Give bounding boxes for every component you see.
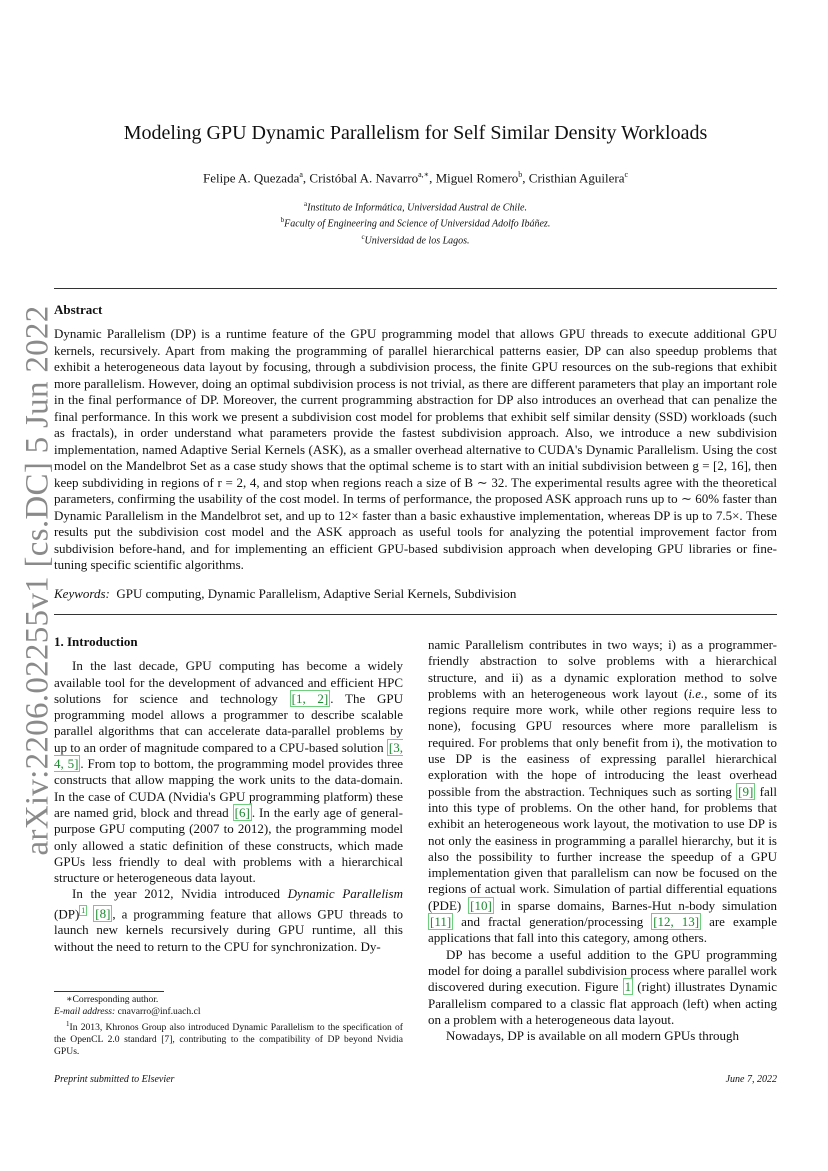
paragraph: In the year 2012, Nvidia introduced Dynamic Parallelism (DP) $^1$ [8] , a programming feature that allows GPU threads to launch new kernels recursively during GPU runtime, all this without the need to return to the CPU for synchronization. Dy- [54,886,403,954]
keywords: Keywords: GPU computing, Dynamic Parallelism, Adaptive Serial Kernels, Subdivision [54,586,517,601]
column-left [54,634,403,955]
affiliation: $^a$Instituto de Informática, Universidad Austral de Chile. [304,200,527,214]
footnote: ∗Corresponding author. [66,994,159,1005]
paragraph: DP has become a useful addition to the GPU programming model for doing a parallel subdivision process where parallel work discovered during execution. Figure 1 (right) illustrates Dynamic Parallelism compared to a classic flat approach (left) when acting on a problem with a heterogeneous data layout. [428,946,777,1027]
footnote-rule [54,991,164,992]
author: Cristóbal A. Navarro [309,170,419,186]
email-link[interactable]: cnavarro@inf.uach.cl [117,1006,201,1017]
affiliation: $^b$Faculty of Engineering and Science of Universidad Adolfo Ibáñez. [280,216,551,230]
footer-left: Preprint submitted to Elsevier [54,1074,175,1085]
paper-title: Modeling GPU Dynamic Parallelism for Self Similar Density Workloads [123,122,708,144]
paragraph: namic Parallelism contributes in two ways; i) as a programmer-friendly abstraction to solve problems with a hierarchical structure, and ii) as a dynamic exploration method to solve problems with an heterogeneous work layout (i.e., some of its regions require more work, while other regions require less to none), focusing GPU resources where more parallelism is required. For problems that only benefit from i), the motivation to use DP is the easiness of expressing parallel hierarchical exploration with the hope of introducing the least overhead possible from the abstraction. Techniques such as sorting [9] fall into this type of problems. On the other hand, for problems that exhibit an heterogeneous work layout, the motivation to use DP is not only the easiness in programming a parallel hierarchy, but it is also the possibility to further increase the speedup of a GPU implementation given that parallelism can now be focused on the regions of actual work. Simulation of partial differential equations (PDE) [10] in sparse domains, Barnes-Hut n-body simulation [11] and fractal generation/processing [12, 13] are example applications that fall into this category, among others. [428,637,777,946]
footnote: E-mail address: cnavarro@inf.uach.cl [54,1006,201,1017]
divider [54,288,777,289]
footer-right: June 7, 2022 [725,1074,777,1085]
footnotes [54,994,403,1058]
arxiv-stamp: arXiv:2206.02255v1 [cs.DC] 5 Jun 2022 [19,304,56,856]
section-heading: 1. Introduction [54,634,138,649]
affiliation: $^c$Universidad de los Lagos. [361,232,470,246]
column-right [428,637,777,1044]
author: Cristhian Aguilera [528,170,625,186]
abstract-text: Dynamic Parallelism (DP) is a runtime feature of the GPU programming model that allows GPU threads to execute additional GPU kernels, recursively. Apart from making the programming of parallel hierarchical patterns easier, DP can also speedup problems that exhibit a heterogeneous data layout by focusing, through a subdivision process, the finite GPU resources on the sub-regions that exhibit more parallelism. However, doing an optimal subdivision process is not trivial, as there are different parameters that play an important role in the final performance of DP. Moreover, the current programming abstraction for DP also introduces an overhead that can penalize the final performance. In this work we present a subdivision cost model for problems that exhibit self similar density (SSD) workloads (such as fractals), in order understand what parameters provide the fastest subdivision approach. Also, we introduce a new subdivision implementation, named Adaptive Serial Kernels (ASK), as a smaller overhead alternative to CUDA's Dynamic Parallelism. Using the cost model on the Mandelbrot Set as a case study shows that the optimal scheme is to start with an initial subdivision between g = [2, 16], then keep subdividing in regions of r = 2, 4, and stop when regions reach a size of B ∼ 32. The experimental results agree with the theoretical parameters, confirming the usability of the cost model. In terms of performance, the proposed ASK approach runs up to ∼ 60% faster than Dynamic Parallelism in the Mandelbrot set, and up to 12× faster than a basic exhaustive implementation, whereas DP is up to 7.5×. These results put the subdivision cost model and the ASK approach as useful tools for analyzing the potential improvement factor from subdivision before-hand, and for implementing an efficient GPU-based subdivision approach when developing GPU libraries or fine-tuning specific scientific algorithms. [54,326,777,572]
footnote: $^1$In 2013, Khronos Group also introduced Dynamic Parallelism to the specification of the OpenCL 2.0 standard [7], contributing to the compatibility of DP beyond Nvidia GPUs. [54,1020,403,1058]
abstract-heading: Abstract [54,302,103,317]
author-list: Felipe A. Quezada$^a$, Cristóbal A. Navarro$^{a,∗}$, Miguel Romero$^b$, Cristhian Aguilera$^c$ [202,170,629,186]
author: Miguel Romero [435,170,519,186]
divider [54,614,777,615]
affiliations [54,198,777,247]
author: Felipe A. Quezada [202,170,300,186]
paragraph: Nowadays, DP is available on all modern GPUs through [446,1028,740,1044]
paragraph: In the last decade, GPU computing has become a widely available tool for the development of advanced and efficient HPC solutions for science and technology [1, 2] . The GPU programming model allows a programmer to describe scalable parallel algorithms that can accelerate data-parallel problems by up to an order of magnitude compared to a CPU-based solution [3, 4, 5] . From top to bottom, the programming model provides three constructs that allow mapping the work units to the data-domain. In the case of CUDA (Nvidia's GPU programming platform) these are named grid, block and thread [6] . In the early age of general-purpose GPU computing (2007 to 2012), the programming model only allowed a static definition of these constructs, which made GPUs less friendly to deal with problems with a hierarchical structure or heterogeneous data layout. [54,658,403,886]
